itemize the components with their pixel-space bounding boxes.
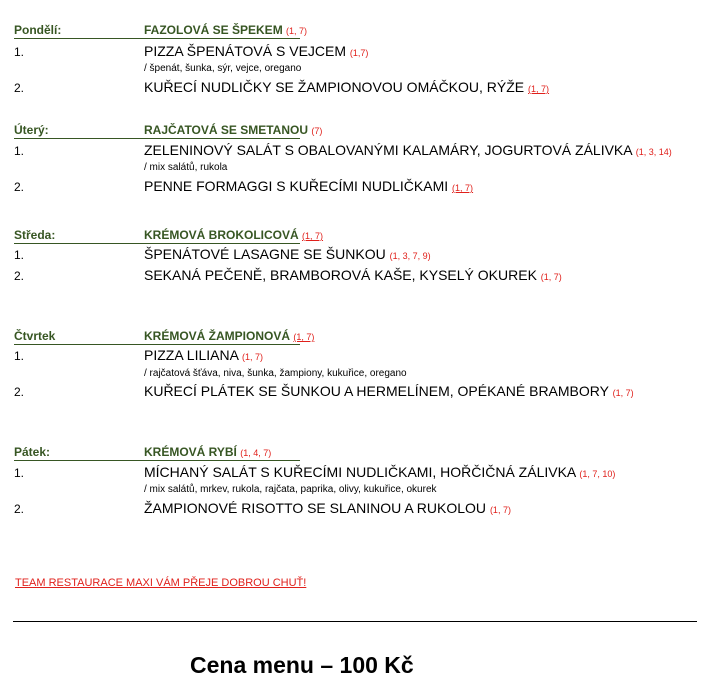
dish-allergens: (1, 7) [612, 388, 634, 398]
soup-of-day: RAJČATOVÁ SE SMETANOU (7) [144, 123, 323, 137]
day-underline [14, 243, 300, 244]
soup-allergens: (1, 7) [302, 231, 324, 241]
dish-allergens: (1, 7) [489, 505, 511, 515]
dish-number: 2. [14, 269, 25, 283]
dish-allergens: (1, 7) [540, 272, 562, 282]
day-underline [14, 138, 300, 139]
dish-description: / špenát, šunka, sýr, vejce, oregano [144, 63, 302, 74]
dish-allergens: (1,7) [349, 48, 369, 58]
day-name: Pátek: [14, 445, 51, 459]
soup-of-day: FAZOLOVÁ SE ŠPEKEM (1, 7) [144, 23, 308, 37]
day-underline [14, 460, 300, 461]
day-name: Pondělí: [14, 23, 62, 37]
dish-name: PIZZA ŠPENÁTOVÁ S VEJCEM (1,7) [144, 43, 369, 59]
dish-allergens: (1, 7) [242, 352, 264, 362]
day-header-tuesday [14, 123, 323, 139]
dish-number: 2. [14, 81, 25, 95]
day-underline [14, 344, 300, 345]
dish-name: KUŘECÍ NUDLIČKY SE ŽAMPIONOVOU OMÁČKOU, RÝŽE (1, 7) [144, 79, 550, 95]
dish-number: 1. [14, 144, 25, 158]
soup-allergens: (7) [311, 126, 323, 136]
day-underline [14, 38, 300, 39]
dish-number: 2. [14, 502, 25, 516]
dish-number: 1. [14, 45, 25, 59]
soup-of-day: KRÉMOVÁ RYBÍ (1, 4, 7) [144, 445, 272, 459]
dish-name: ZELENINOVÝ SALÁT S OBALOVANÝMI KALAMÁRY, JOGURTOVÁ ZÁLIVKA (1, 3, 14) [144, 142, 672, 158]
day-header-friday [14, 445, 300, 461]
day-name: Úterý: [14, 123, 49, 137]
dish-name: PENNE FORMAGGI S KUŘECÍMI NUDLIČKAMI (1, 7) [144, 178, 474, 194]
dish-allergens: (1, 3, 7, 9) [389, 251, 431, 261]
dish-description: / mix salátů, rukola [144, 162, 228, 173]
dish-number: 1. [14, 349, 25, 363]
day-header-thursday [14, 329, 315, 345]
soup-of-day: KRÉMOVÁ BROKOLICOVÁ (1, 7) [144, 228, 324, 242]
dish-allergens: (1, 3, 14) [635, 147, 672, 157]
day-header-monday [14, 23, 308, 39]
dish-description: / mix salátů, mrkev, rukola, rajčata, paprika, olivy, kukuřice, okurek [144, 484, 437, 495]
dish-name: PIZZA LILIANA (1, 7) [144, 347, 264, 363]
day-name: Středa: [14, 228, 56, 242]
dish-name: KUŘECÍ PLÁTEK SE ŠUNKOU A HERMELÍNEM, OPÉKANÉ BRAMBORY (1, 7) [144, 383, 634, 399]
dish-name: ŠPENÁTOVÉ LASAGNE SE ŠUNKOU (1, 3, 7, 9) [144, 246, 431, 262]
divider [13, 621, 697, 622]
dish-allergens: (1, 7) [452, 183, 474, 193]
menu-price: Cena menu – 100 Kč [190, 652, 414, 678]
day-header-wednesday [14, 228, 324, 244]
day-name: Čtvrtek [14, 329, 56, 343]
dish-name: ŽAMPIONOVÉ RISOTTO SE SLANINOU A RUKOLOU (1, 7) [144, 500, 511, 516]
dish-allergens: (1, 7, 10) [579, 469, 616, 479]
dish-name: SEKANÁ PEČENĚ, BRAMBOROVÁ KAŠE, KYSELÝ OKUREK (1, 7) [144, 267, 562, 283]
footer-greeting: TEAM RESTAURACE MAXI VÁM PŘEJE DOBROU CHUŤ! [15, 577, 307, 589]
dish-number: 2. [14, 385, 25, 399]
dish-number: 1. [14, 466, 25, 480]
soup-of-day: KRÉMOVÁ ŽAMPIONOVÁ (1, 7) [144, 329, 315, 343]
soup-allergens: (1, 7) [293, 332, 315, 342]
dish-number: 2. [14, 180, 25, 194]
dish-description: / rajčatová šťáva, niva, šunka, žampiony, kukuřice, oregano [144, 368, 407, 379]
dish-number: 1. [14, 248, 25, 262]
soup-allergens: (1, 7) [286, 26, 308, 36]
dish-name: MÍCHANÝ SALÁT S KUŘECÍMI NUDLIČKAMI, HOŘČIČNÁ ZÁLIVKA (1, 7, 10) [144, 464, 616, 480]
soup-allergens: (1, 4, 7) [240, 448, 272, 458]
dish-allergens: (1, 7) [528, 84, 550, 94]
